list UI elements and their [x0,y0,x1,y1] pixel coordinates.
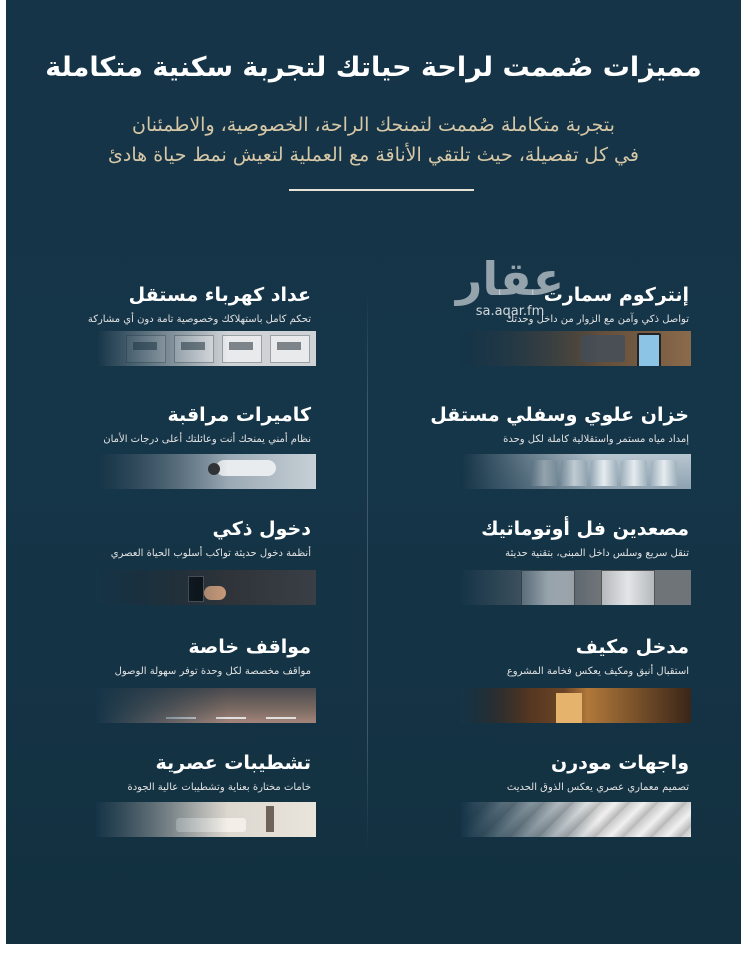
feature-description: أنظمة دخول حديثة تواكب أسلوب الحياة العصري [110,548,311,559]
elevator-image [461,570,691,605]
feature-title: تشطيبات عصرية [155,752,311,774]
feature-title: كاميرات مراقبة [167,404,311,426]
electric-meter-image [96,331,316,366]
feature-finishes [127,752,311,793]
feature-description: خامات مختارة بعناية وتشطيبات عالية الجودة [127,782,311,793]
feature-lobby [507,636,689,677]
intercom-image [461,331,691,366]
lobby-image [461,688,691,723]
features-poster [6,0,741,944]
feature-description: نظام أمني يمنحك أنت وعائلتك أعلى درجات الأمان [103,434,311,445]
title-divider [289,189,474,191]
aqar-watermark [450,254,570,319]
security-camera-image [96,454,316,489]
feature-description: تنقل سريع وسلس داخل المبنى، بتقنية حديثة [505,548,689,559]
watermark-logo: عقار [455,252,565,306]
feature-facade [507,752,689,793]
feature-electric-meter [88,284,311,325]
column-divider [367,290,368,850]
feature-description: تصميم معماري عصري يعكس الذوق الحديث [506,782,689,793]
feature-title: خزان علوي وسفلي مستقل [430,404,689,426]
parking-image [96,688,316,723]
feature-description: استقبال أنيق ومكيف يعكس فخامة المشروع [506,666,689,677]
feature-title: إنتركوم سمارت [543,284,689,306]
water-tanks-image [461,454,691,489]
feature-elevators [481,518,689,559]
feature-cameras [103,404,311,445]
feature-description: مواقف مخصصة لكل وحدة توفر سهولة الوصول [114,666,311,677]
feature-description: إمداد مياه مستمر واستقلالية كاملة لكل وحدة [503,434,689,445]
feature-title: واجهات مودرن [551,752,689,774]
feature-title: مدخل مكيف [575,636,689,658]
facade-image [461,802,691,837]
subtitle-line-1: بتجربة متكاملة صُممت لتمنحك الراحة، الخصوصية، والاطمئنان [132,114,615,136]
smart-lock-image [96,570,316,605]
feature-parking [115,636,311,677]
feature-title: دخول ذكي [212,518,311,540]
watermark-url: sa.aqar.fm [475,304,545,319]
feature-description: تحكم كامل باستهلاكك وخصوصية تامة دون أي مشاركة [87,314,311,325]
feature-title: مصعدين فل أوتوماتيك [481,518,689,540]
feature-description: تواصل ذكي وآمن مع الزوار من داخل وحدتك [505,314,689,325]
feature-smart-entry [111,518,311,559]
feature-title: مواقف خاصة [188,636,311,658]
feature-title: عداد كهرباء مستقل [128,284,311,306]
subtitle-line-2: في كل تفصيلة، حيث تلتقي الأناقة مع العملية لتعيش نمط حياة هادئ [108,144,639,166]
page-title: مميزات صُممت لراحة حياتك لتجربة سكنية متكاملة [45,52,702,83]
feature-water-tanks [430,404,689,445]
living-room-image [96,802,316,837]
